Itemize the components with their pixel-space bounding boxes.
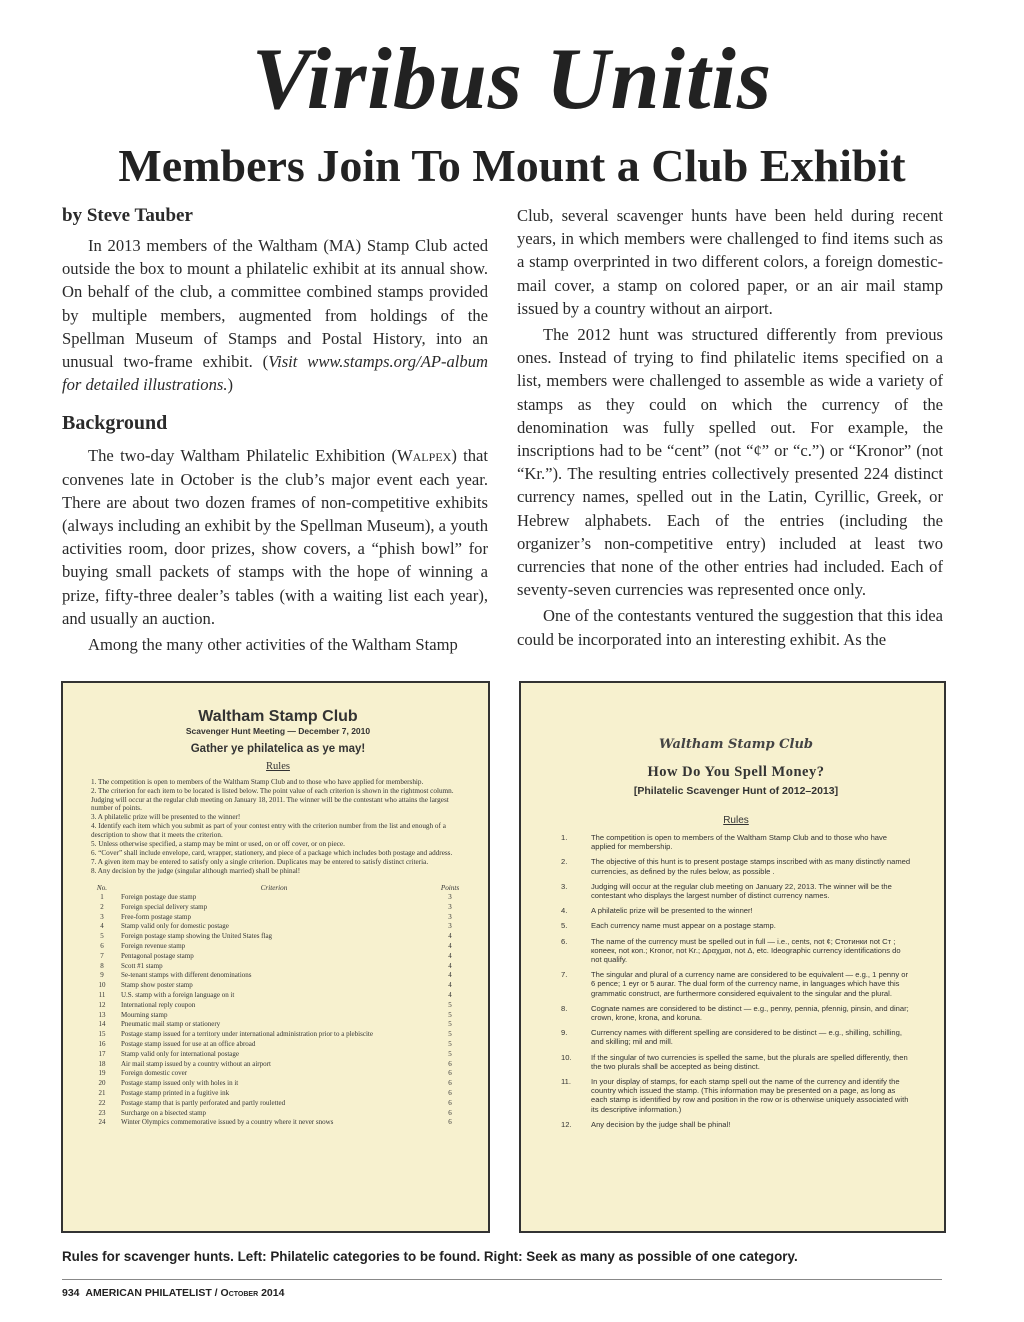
table-row (91, 1089, 465, 1099)
fl-criterion-points: 6 (448, 1059, 452, 1068)
fr-rule-text: In your display of stamps, for each stamp spell out the name of the currency and identify the country which issued the stamp. (This information may be presented on a page, as long as each stamp is identified by row and position in the row or is otherwise uniquely associated with its descriptive information.) (591, 1077, 909, 1114)
fr-subhead: [Philatelic Scavenger Hunt of 2012–2013] (633, 785, 839, 797)
table-row (91, 952, 465, 962)
fl-criterion-points: 6 (448, 1079, 452, 1088)
right-column (517, 204, 943, 654)
fr-headline: How Do You Spell Money? (647, 764, 825, 780)
intro-paragraph (62, 234, 488, 396)
fl-criterion-text: Postage stamp issued for use at an office abroad (121, 1039, 256, 1048)
fl-criterion-no: 3 (100, 912, 104, 921)
fl-criterion-points: 5 (448, 1010, 452, 1019)
fl-criterion-points: 4 (448, 951, 452, 960)
fl-criterion-no: 11 (98, 991, 106, 999)
background-heading: Background (62, 412, 168, 435)
fr-rule-item (561, 921, 911, 930)
fr-rule-text: A philatelic prize will be presented to the winner! (591, 906, 753, 916)
fr-rule-text: If the singular of two currencies is spelled the same, but the plurals are spelled differently, then the two plurals shall be accepted as being distinct. (591, 1052, 908, 1071)
fr-club-name: Waltham Stamp Club (658, 737, 813, 752)
fl-criterion-text: Postage stamp that is partly perforated and partly rouletted (121, 1098, 286, 1107)
fl-criterion-no: 8 (100, 961, 104, 970)
fl-rule-item: 3. A philatelic prize will be presented to the winner! (91, 813, 241, 822)
table-row (91, 981, 465, 991)
fl-criterion-points: 4 (448, 932, 452, 941)
table-row (91, 1001, 465, 1011)
fl-rule-item: 1. The competition is open to members of the Waltham Stamp Club and to those who have applied for membership. (91, 778, 424, 786)
fl-criterion-no: 21 (98, 1088, 106, 1097)
fl-criterion-text: Free-form postage stamp (121, 912, 191, 921)
intro-link[interactable]: Visit www.stamps.org/AP-album for detailed illustrations. (62, 352, 488, 395)
fl-criterion-points: 3 (448, 912, 452, 921)
fr-rules-list (561, 833, 911, 1129)
fl-criterion-no: 9 (100, 971, 104, 980)
figure-left-scavenger-rules (61, 681, 490, 1233)
table-row (91, 903, 465, 913)
fl-criterion-text: Air mail stamp issued by a country without an airport (121, 1059, 271, 1068)
fl-criterion-points: 5 (448, 1000, 452, 1009)
fl-criterion-no: 12 (98, 1000, 106, 1009)
fr-rule-number: 4. (561, 906, 568, 916)
issue-year: 2014 (261, 1287, 285, 1299)
fr-rule-item (561, 1028, 911, 1046)
fl-club-name: Waltham Stamp Club (198, 708, 358, 725)
right-paragraph-1: Club, several scavenger hunts have been held during recent years, in which members were challenged to find items such as a stamp overprinted in two different colors, a foreign domestic-mail cover, a stamp on colored paper, or an air mail stamp issued by a country without an airport. (517, 206, 943, 318)
table-row (91, 1011, 465, 1021)
table-row (91, 922, 465, 932)
fr-rule-text: Judging will occur at the regular club meeting on January 22, 2013. The winner will be the contestant who displays the largest number of distinct currency names. (591, 881, 892, 901)
intro-text: In 2013 members of the Waltham (MA) Stamp Club acted outside the box to mount a philatelic exhibit at its annual show. On behalf of the club, a committee combined stamps provided by multiple members, augmented from holdings of the Spellman Museum of Stamps and Postal History, into an unusual two-frame exhibit. ( (62, 236, 488, 372)
fl-criterion-points: 4 (448, 942, 452, 951)
walpex-name: Walpex (396, 446, 452, 466)
fl-criterion-points: 3 (448, 922, 452, 931)
fr-rule-item (561, 882, 911, 900)
fr-rule-text: The objective of this hunt is to present postage stamps inscribed with as many distinctly named currencies, as defined by the rules below, as possible . (591, 857, 911, 876)
fr-rule-number: 9. (561, 1028, 568, 1038)
fl-criterion-text: Stamp show poster stamp (121, 981, 193, 990)
right-paragraph-2: The 2012 hunt was structured differently from previous ones. Instead of trying to find philatelic items specified on a list, members were challenged to assemble as wide a variety of stamps as they could on which the currency of the denomination was fully spelled out. For example, the inscriptions had to be “cent” (not “¢” or “c.”) or “Kronor” (not “Kr.”). The resulting entries collectively presented 224 distinct currency names, spelled out in the Latin, Cyrillic, Greek, or Hebrew alphabets. Each of the entries (including the organizer’s non-competitive entry) included at least two currencies that none of the other entries had included. Each of seventy-seven currencies was represented once only. (517, 325, 943, 600)
fl-criterion-no: 24 (98, 1118, 106, 1127)
fl-criterion-points: 5 (448, 1049, 452, 1058)
fl-meeting: Scavenger Hunt Meeting — December 7, 2010 (185, 726, 371, 736)
fl-criterion-text: Postage stamp issued only with holes in it (121, 1079, 239, 1088)
intro-end: ) (227, 375, 234, 395)
magazine-name: AMERICAN PHILATELIST / (85, 1287, 218, 1299)
fl-criterion-text: Postage stamp printed in a fugitive ink (121, 1088, 230, 1097)
fl-criterion-no: 7 (100, 951, 104, 960)
table-row (91, 1060, 465, 1070)
figure-right-money-rules (519, 681, 946, 1233)
article-title: Viribus Unitis (251, 31, 773, 128)
fl-table-header (91, 883, 465, 893)
fl-rule-item: 5. Unless otherwise specified, a stamp may be mint or used, on or off cover, or on piece. (91, 840, 345, 849)
fr-rule-item (561, 970, 911, 998)
fr-rule-item (561, 937, 911, 965)
fl-criterion-points: 4 (448, 991, 452, 999)
figure-left-sheet (91, 707, 465, 1128)
left-column (62, 204, 488, 659)
table-row (91, 1079, 465, 1089)
fr-rule-number: 8. (561, 1003, 568, 1013)
fl-criterion-no: 14 (98, 1020, 106, 1029)
fl-rule-item: 6. “Cover” shall include envelope, card, wrapper, stationery, and piece of a package which includes both postage and address. (91, 849, 453, 858)
fl-criterion-text: Foreign postage stamp showing the United States flag (121, 932, 273, 941)
fl-criterion-no: 18 (98, 1059, 106, 1068)
fl-rule-item: 2. The criterion for each item to be located is listed below. The point value of each criterion is shown in the rightmost column. Judging will occur at the regular club meeting on January 18, 2011. The winner will be the contestant who attains the largest number of points. (91, 787, 454, 813)
fr-rule-item (561, 857, 911, 875)
table-row (91, 1109, 465, 1119)
table-row (91, 932, 465, 942)
fl-criterion-points: 6 (448, 1108, 452, 1117)
fr-rule-number: 6. (561, 936, 568, 946)
fl-criterion-text: Surcharge on a bisected stamp (121, 1108, 207, 1117)
table-row (91, 991, 465, 1001)
fl-slogan: Gather ye philatelica as ye may! (190, 743, 366, 755)
fl-criterion-points: 5 (448, 1030, 452, 1039)
fl-criterion-text: International reply coupon (121, 1000, 196, 1009)
issue-month: October (220, 1287, 259, 1299)
fr-rule-text: Any decision by the judge shall be phinal! (591, 1119, 731, 1129)
fl-criterion-text: Mourning stamp (121, 1010, 168, 1019)
fl-rules-list (91, 778, 465, 876)
fl-criterion-points: 5 (448, 1039, 452, 1048)
fr-rule-text: The name of the currency must be spelled out in full — i.e., cents, not ¢; Стотинки not Ст ; копеек, not коп.; Kronor, not Kr.; Δραχμαι, not Δ, etc. Ideographic currency identifications do not qualify. (591, 936, 901, 965)
fr-rule-item (561, 833, 911, 851)
fl-criterion-no: 6 (100, 942, 104, 951)
table-row (91, 942, 465, 952)
fr-rule-item (561, 1077, 911, 1114)
fl-criterion-no: 17 (98, 1049, 106, 1058)
fl-criterion-text: Foreign special delivery stamp (121, 902, 208, 911)
fl-criterion-no: 13 (98, 1010, 106, 1019)
fl-criteria-rows (91, 893, 465, 1128)
article-subtitle: Members Join To Mount a Club Exhibit (118, 140, 906, 191)
fr-rules-title: Rules (723, 815, 749, 826)
fl-col-points: Points (440, 884, 460, 893)
fl-criteria-table (91, 883, 465, 1128)
fl-criterion-points: 3 (448, 893, 452, 902)
table-row (91, 1040, 465, 1050)
p1-start: The two-day Waltham Philatelic Exhibition ( (88, 446, 397, 466)
fl-rule-item: 7. A given item may be entered to satisfy only a single criterion. Duplicates may be entered to satisfy distinct criteria. (91, 858, 429, 867)
table-row (91, 962, 465, 972)
fl-col-criterion: Criterion (260, 884, 288, 893)
fl-criterion-no: 1 (100, 893, 104, 902)
table-row (91, 893, 465, 903)
fr-rule-text: The competition is open to members of the Waltham Stamp Club and to those who have applied for membership. (591, 833, 888, 852)
fr-rule-number: 10. (561, 1052, 572, 1062)
fl-criterion-points: 4 (448, 971, 452, 980)
fl-criterion-text: Stamp valid only for domestic postage (121, 922, 229, 931)
right-paragraph-3: One of the contestants ventured the suggestion that this idea could be incorporated into an interesting exhibit. As the (517, 606, 943, 649)
fl-criterion-points: 6 (448, 1098, 452, 1107)
fl-col-no: No. (96, 884, 108, 893)
fl-criterion-text: Pentagonal postage stamp (121, 951, 194, 960)
fl-criterion-no: 10 (98, 981, 106, 990)
fr-rule-number: 11. (561, 1077, 571, 1087)
fl-rule-item: 8. Any decision by the judge (singular although married) shall be phinal! (91, 867, 301, 876)
fl-criterion-no: 15 (98, 1030, 106, 1039)
figure-caption: Rules for scavenger hunts. Left: Philatelic categories to be found. Right: Seek as many as possible of one category. (62, 1249, 798, 1264)
fl-criterion-points: 4 (448, 961, 452, 970)
footer-divider (62, 1279, 942, 1280)
byline: by Steve Tauber (62, 205, 193, 226)
background-paragraph-2: Among the many other activities of the Waltham Stamp (88, 635, 458, 655)
fl-criterion-points: 6 (448, 1088, 452, 1097)
fl-criterion-no: 5 (100, 932, 104, 941)
fl-criterion-text: Pneumatic mail stamp or stationery (121, 1020, 221, 1029)
fr-rule-number: 1. (561, 833, 568, 842)
fl-criterion-text: Foreign postage due stamp (121, 893, 197, 902)
table-row (91, 1020, 465, 1030)
fl-criterion-text: Postage stamp issued for a territory under international administration prior to a plebiscite (121, 1030, 373, 1039)
fr-rule-number: 5. (561, 921, 568, 931)
fl-criterion-text: Winter Olympics commemorative issued by a country where it never snows (121, 1118, 334, 1127)
page-number: 934 (62, 1287, 80, 1299)
fr-rule-number: 2. (561, 857, 568, 867)
fl-criterion-text: Se-tenant stamps with different denominations (121, 971, 252, 980)
fr-rule-item (561, 906, 911, 915)
fl-criterion-no: 20 (98, 1079, 106, 1088)
fr-rule-number: 12. (561, 1119, 572, 1129)
fr-rule-number: 7. (561, 970, 568, 980)
fl-criterion-points: 6 (448, 1069, 452, 1078)
table-row (91, 1099, 465, 1109)
table-row (91, 1050, 465, 1060)
fl-rules-title: Rules (266, 761, 290, 772)
table-row (91, 971, 465, 981)
fl-criterion-text: Foreign revenue stamp (121, 942, 186, 951)
fl-criterion-no: 19 (98, 1069, 106, 1078)
fl-criterion-points: 4 (448, 981, 452, 990)
fl-criterion-no: 4 (100, 922, 104, 931)
fl-criterion-text: Scott #1 stamp (121, 961, 163, 970)
fr-rule-number: 3. (561, 881, 568, 891)
p1-end: ) that convenes late in October is the club’s major event each year. There are about two dozen frames of non-competitive exhibits (always including an exhibit by the Spellman Museum), a youth activities room, door prizes, show covers, a “phish bowl” for buying small packets of stamps with the hope of winning a prize, fifty-three dealer’s tables (with a waiting list each year), and usually an auction. (62, 446, 488, 628)
fl-criterion-text: Foreign domestic cover (121, 1069, 188, 1078)
fl-criterion-points: 5 (448, 1020, 452, 1029)
fr-rule-text: Each currency name must appear on a postage stamp. (591, 921, 776, 931)
page-footer (62, 1286, 662, 1300)
fr-rule-text: The singular and plural of a currency name are considered to be equivalent — e.g., 1 penny or 6 pence; 1 eyr or 5 aurar. The dual form of the currency name, in languages which have this grammatic construct, are furthermore considered equivalent to the singular and the plural. (591, 970, 909, 998)
fl-criterion-no: 23 (98, 1108, 106, 1117)
fl-criterion-points: 3 (448, 902, 452, 911)
fl-criterion-points: 6 (448, 1118, 452, 1127)
fl-criterion-no: 16 (98, 1039, 106, 1048)
table-row (91, 1118, 465, 1128)
fr-rule-text: Currency names with different spelling are considered to be distinct — e.g., shilling, schilling, and skilling; mil and mill. (591, 1028, 902, 1047)
fl-criterion-no: 22 (98, 1098, 106, 1107)
table-row (91, 1030, 465, 1040)
fl-criterion-text: Stamp valid only for international postage (121, 1049, 240, 1058)
fl-rule-item: 4. Identify each item which you submit as part of your contest entry with the criterion number from the list and enough of a description to show that it meets the criterion. (91, 822, 446, 840)
fr-rule-item (561, 1004, 911, 1022)
table-row (91, 913, 465, 923)
figure-right-sheet (561, 737, 911, 1135)
fl-criterion-text: U.S. stamp with a foreign language on it (121, 991, 235, 999)
fl-criterion-no: 2 (100, 902, 104, 911)
table-row (91, 1069, 465, 1079)
background-paragraph-1 (62, 444, 488, 630)
fr-rule-item (561, 1053, 911, 1071)
fr-rule-item (561, 1120, 911, 1129)
fr-rule-text: Cognate names are considered to be distinct — e.g., penny, pennia, pfennig, pinsin, and dinar; crown, krone, krona, and koruna. (591, 1003, 909, 1023)
